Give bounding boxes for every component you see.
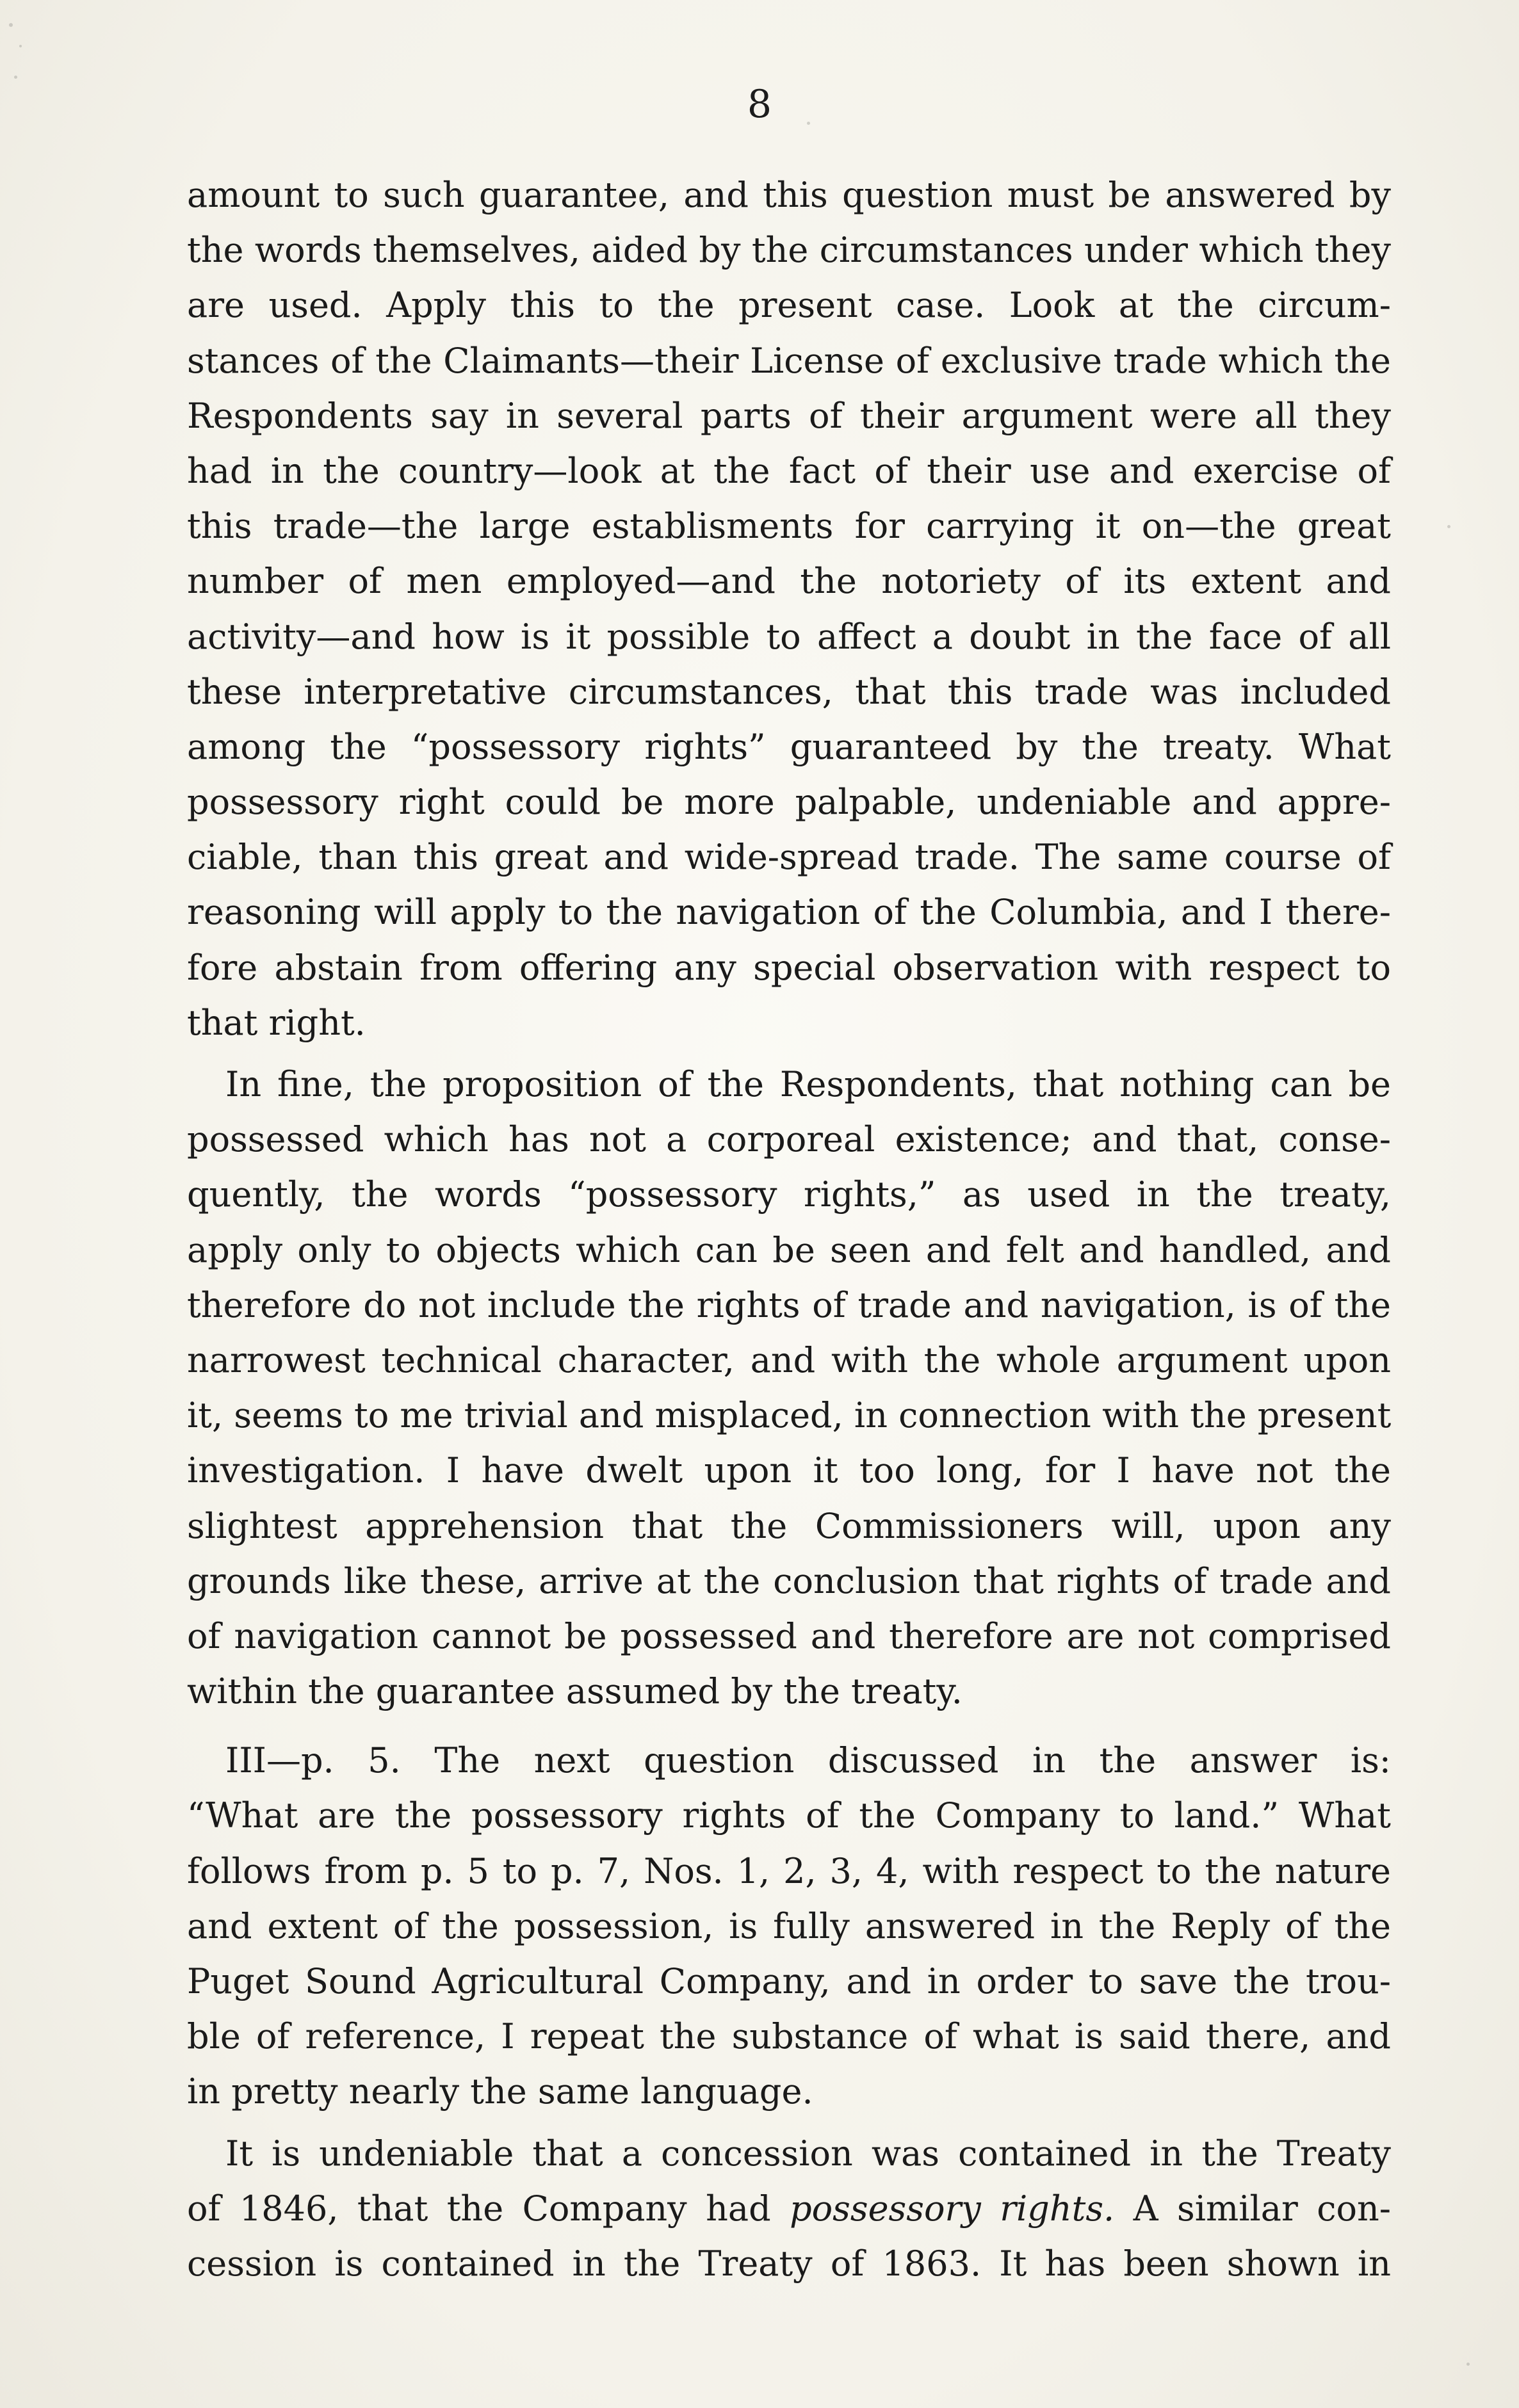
text-line: follows from p. 5 to p. 7, Nos. 1, 2, 3, 4, with respect to the nature (187, 1850, 1391, 1891)
text-line: fore abstain from offering any special observation with respect to (187, 947, 1391, 988)
text-line: it, seems to me trivial and misplaced, in connection with the present (187, 1395, 1392, 1436)
paragraph-4 (187, 2126, 1391, 2292)
text-line: amount to such guarantee, and this question must be answered by (187, 175, 1391, 215)
paper-speck (1466, 2363, 1470, 2366)
text-line: and extent of the possession, is fully answered in the Reply of the (187, 1905, 1391, 1946)
text-line: this trade—the large establisments for carrying it on—the great (187, 506, 1391, 547)
text-line: the words themselves, aided by the circumstances under which they (187, 230, 1391, 271)
text-line: these interpretative circumstances, that this trade was included (187, 671, 1391, 712)
paragraph-2 (187, 1057, 1391, 1719)
body-text (187, 168, 1391, 2291)
text-line: within the guarantee assumed by the treaty. (187, 1671, 963, 1712)
text-line: stances of the Claimants—their License of exclusive trade which the (187, 340, 1391, 381)
text-line: III—p. 5. The next question discussed in the answer is: (225, 1740, 1391, 1781)
text-line: number of men employed—and the notoriety of its extent and (187, 561, 1391, 602)
text-line: slightest apprehension that the Commissioners will, upon any (187, 1505, 1391, 1546)
paragraph-1 (187, 168, 1391, 1051)
text-line: grounds like these, arrive at the conclusion that rights of trade and (187, 1560, 1391, 1601)
text-line: ble of reference, I repeat the substance of what is said there, and (187, 2016, 1391, 2057)
text-line: possessory right could be more palpable, undeniable and appre- (187, 782, 1391, 823)
text-run: of 1846, that the Company had (187, 2188, 790, 2229)
text-line: investigation. I have dwelt upon it too long, for I have not the (187, 1450, 1391, 1491)
text-line: Respondents say in several parts of their argument were all they (187, 395, 1391, 436)
paragraph-gap (187, 2120, 1391, 2126)
paragraph-3 (187, 1733, 1391, 2119)
text-line: narrowest technical character, and with the whole argument upon (187, 1339, 1391, 1380)
text-line: reasoning will apply to the navigation of the Columbia, and I there- (187, 892, 1391, 933)
paper-speck (807, 122, 810, 125)
text-line: quently, the words “possessory rights,” as used in the treaty, (187, 1174, 1391, 1215)
italic-phrase: possessory rights. (790, 2188, 1115, 2229)
text-line: that right. (187, 1002, 366, 1043)
paper-speck (9, 23, 13, 27)
text-line: among the “possessory rights” guaranteed by the treaty. What (187, 726, 1391, 767)
paragraph-gap (187, 1051, 1391, 1057)
text-line: ciable, than this great and wide-spread trade. The same course of (187, 837, 1391, 878)
paper-speck (19, 45, 22, 47)
text-line-with-italic (187, 2181, 1391, 2236)
text-line: cession is contained in the Treaty of 1863. It has been shown in (187, 2243, 1391, 2284)
text-line: possessed which has not a corporeal existence; and that, conse- (187, 1119, 1391, 1160)
text-line: It is undeniable that a concession was contained in the Treaty (225, 2133, 1391, 2174)
page-number: 8 (747, 82, 772, 127)
text-line: apply only to objects which can be seen and felt and handled, and (187, 1229, 1391, 1270)
paper-speck (14, 76, 17, 79)
text-line: “What are the possessory rights of the Company to land.” What (187, 1795, 1391, 1836)
paper-speck (1447, 525, 1450, 528)
text-line: are used. Apply this to the present case. Look at the circum- (187, 285, 1391, 326)
text-line: had in the country—look at the fact of their use and exercise of (187, 450, 1391, 491)
text-line: of navigation cannot be possessed and therefore are not comprised (187, 1615, 1391, 1656)
text-line: in pretty nearly the same language. (187, 2071, 813, 2112)
text-line: Puget Sound Agricultural Company, and in order to save the trou- (187, 1961, 1391, 2001)
text-run: A similar con- (1114, 2188, 1391, 2229)
text-line: In fine, the proposition of the Respondents, that nothing can be (225, 1064, 1391, 1104)
text-line: activity—and how is it possible to affect a doubt in the face of all (187, 616, 1391, 657)
paragraph-gap (187, 1719, 1391, 1733)
text-line: therefore do not include the rights of trade and navigation, is of the (187, 1284, 1391, 1325)
